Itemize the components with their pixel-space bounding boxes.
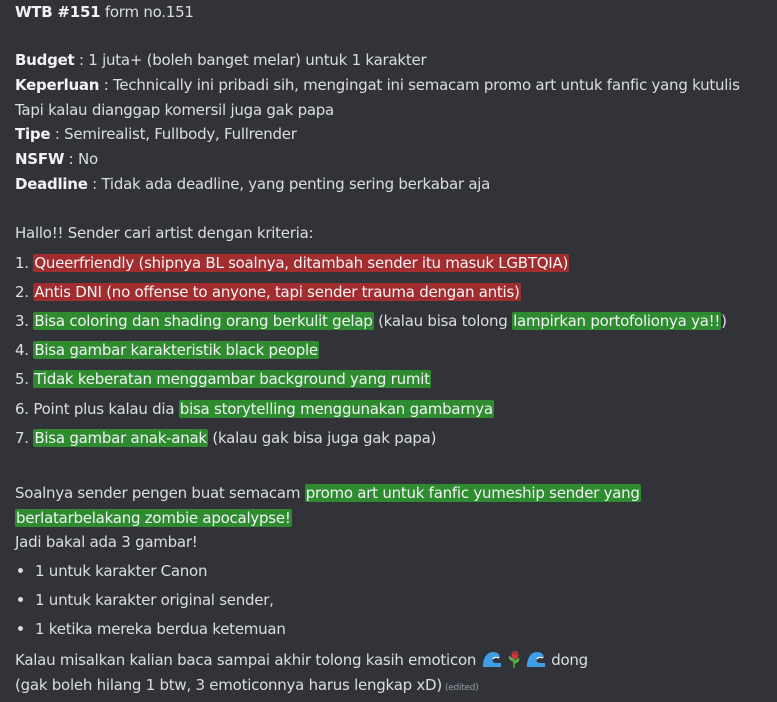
criteria-item bbox=[15, 280, 521, 304]
bullet-dot bbox=[18, 626, 23, 631]
paragraph-line bbox=[15, 481, 641, 505]
field-label: NSFW bbox=[15, 150, 65, 168]
field-nsfw bbox=[15, 147, 98, 171]
criteria-highlight: Tidak keberatan menggambar background yang rumit bbox=[34, 370, 430, 388]
field-deadline bbox=[15, 172, 490, 196]
criteria-item bbox=[15, 397, 494, 421]
paragraph-text: Soalnya sender pengen buat semacam bbox=[15, 484, 305, 502]
criteria-item bbox=[15, 426, 436, 450]
form-number: form no.151 bbox=[104, 3, 194, 21]
intro-label: Hallo!! Sender cari artist dengan kriteria: bbox=[15, 224, 314, 242]
closing-text: dong bbox=[546, 651, 588, 669]
paragraph-line bbox=[15, 530, 198, 554]
field-label: Keperluan bbox=[15, 76, 100, 94]
criteria-highlight: lampirkan portofolionya ya!! bbox=[513, 312, 721, 330]
criteria-highlight: Bisa gambar anak-anak bbox=[34, 429, 207, 447]
criteria-number: 7. bbox=[15, 429, 34, 447]
criteria-number: 2. bbox=[15, 283, 34, 301]
criteria-number: 4. bbox=[15, 341, 34, 359]
paragraph-line bbox=[15, 506, 292, 530]
criteria-highlight: Bisa coloring dan shading orang berkulit gelap bbox=[34, 312, 373, 330]
field-value: : No bbox=[64, 150, 98, 168]
closing-line bbox=[15, 648, 588, 672]
criteria-number: 1. bbox=[15, 254, 34, 272]
criteria-item bbox=[15, 309, 727, 333]
message-header bbox=[15, 0, 194, 24]
criteria-item bbox=[15, 338, 319, 362]
criteria-item bbox=[15, 251, 569, 275]
criteria-item bbox=[15, 367, 431, 391]
criteria-number: 5. bbox=[15, 370, 34, 388]
criteria-text: (kalau bisa tolong bbox=[373, 312, 513, 330]
criteria-number: 6. bbox=[15, 400, 34, 418]
paragraph-highlight: berlatarbelakang zombie apocalypse! bbox=[16, 509, 291, 527]
criteria-highlight: Queerfriendly (shipnya BL soalnya, ditambah sender itu masuk LGBTQIA) bbox=[34, 254, 569, 272]
paragraph-text: Jadi bakal ada 3 gambar! bbox=[15, 533, 198, 551]
bullet-text: 1 untuk karakter original sender, bbox=[35, 591, 274, 609]
closing-text: (gak boleh hilang 1 btw, 3 emoticonnya harus lengkap xD) bbox=[15, 676, 442, 694]
criteria-highlight: Bisa gambar karakteristik black people bbox=[34, 341, 318, 359]
field-value: Tapi kalau dianggap komersil juga gak papa bbox=[15, 101, 334, 119]
paragraph-highlight: promo art untuk fanfic yumeship sender yang bbox=[305, 484, 640, 502]
field-tipe bbox=[15, 122, 297, 146]
bullet-text: 1 ketika mereka berdua ketemuan bbox=[35, 620, 286, 638]
bullet-text: 1 untuk karakter Canon bbox=[35, 562, 208, 580]
field-value: : Technically ini pribadi sih, mengingat ini semacam promo art untuk fanfic yang kutulis bbox=[99, 76, 740, 94]
field-label: Deadline bbox=[15, 175, 88, 193]
field-budget bbox=[15, 48, 426, 72]
field-label: Tipe bbox=[15, 125, 51, 143]
bullet-item bbox=[15, 588, 274, 612]
field-keperluan bbox=[15, 73, 740, 97]
bullet-item bbox=[15, 617, 286, 641]
field-value: : Tidak ada deadline, yang penting sering berkabar aja bbox=[87, 175, 491, 193]
wtb-tag: WTB #151 bbox=[15, 3, 101, 21]
criteria-text: ) bbox=[721, 312, 727, 330]
field-keperluan-cont bbox=[15, 98, 334, 122]
field-value: : 1 juta+ (boleh banget melar) untuk 1 karakter bbox=[74, 51, 427, 69]
criteria-text: Point plus kalau dia bbox=[33, 400, 179, 418]
criteria-text: (kalau gak bisa juga gak papa) bbox=[207, 429, 437, 447]
field-label: Budget bbox=[15, 51, 75, 69]
criteria-highlight: bisa storytelling menggunakan gambarnya bbox=[179, 400, 493, 418]
wave-icon[interactable] bbox=[526, 649, 546, 669]
bullet-dot bbox=[18, 597, 23, 602]
wave-icon[interactable] bbox=[482, 649, 502, 669]
criteria-number: 3. bbox=[15, 312, 34, 330]
bullet-dot bbox=[18, 568, 23, 573]
field-value: : Semirealist, Fullbody, Fullrender bbox=[50, 125, 297, 143]
intro-text bbox=[15, 221, 313, 245]
bullet-item bbox=[15, 559, 207, 583]
edited-label: (edited) bbox=[444, 683, 479, 693]
closing-line bbox=[15, 673, 479, 697]
closing-text: Kalau misalkan kalian baca sampai akhir tolong kasih emoticon bbox=[15, 651, 481, 669]
wilted-rose-icon[interactable] bbox=[504, 649, 524, 669]
criteria-highlight: Antis DNI (no offense to anyone, tapi sender trauma dengan antis) bbox=[34, 283, 520, 301]
